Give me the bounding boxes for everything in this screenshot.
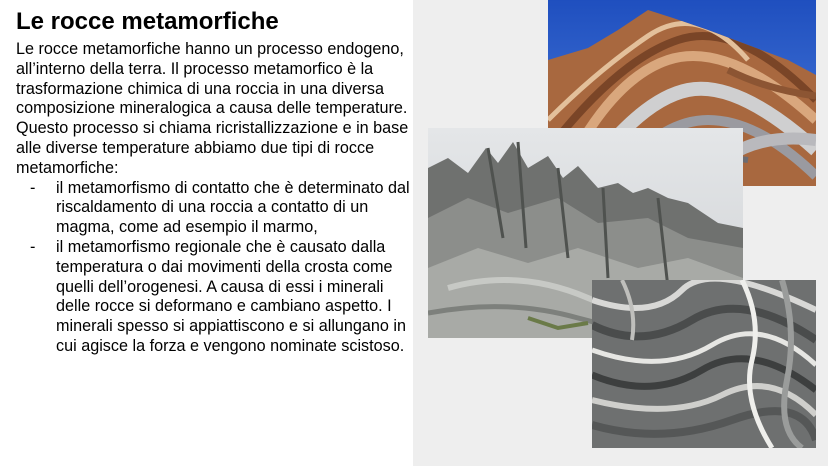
slide-title: Le rocce metamorfiche xyxy=(16,8,279,35)
list-item xyxy=(30,238,411,357)
bullet-text-regional: il metamorfismo regionale che è causato dalla temperatura o dai movimenti della crosta come quelli dell’orogenesi. A causa di essi i minerali delle rocce si deformano e cambiano aspetto. I minerali spesso si appiattiscono e si allungano in cui agisce la forza e vengono nominate scistoso. xyxy=(56,237,407,355)
bullet-list xyxy=(16,179,411,357)
list-item xyxy=(30,179,411,238)
intro-paragraph: Le rocce metamorfiche hanno un processo endogeno, all’interno della terra. Il processo metamorfico è la trasformazione chimica di una roccia in una diversa composizione mineralogica a causa delle temperature. Questo processo si chiama ricristallizzazione e in base alle diverse temperature abbiamo due tipi di rocce metamorfiche: xyxy=(16,40,409,177)
bullet-text-contact: il metamorfismo di contatto che è determinato dal riscaldamento di una roccia a contatto di un magma, come ad esempio il marmo, xyxy=(56,178,410,237)
bullet-dash: - xyxy=(30,237,36,256)
slide-body xyxy=(16,40,411,357)
bullet-dash: - xyxy=(30,178,36,197)
banded-metamorphic-rock-photo xyxy=(592,280,816,448)
